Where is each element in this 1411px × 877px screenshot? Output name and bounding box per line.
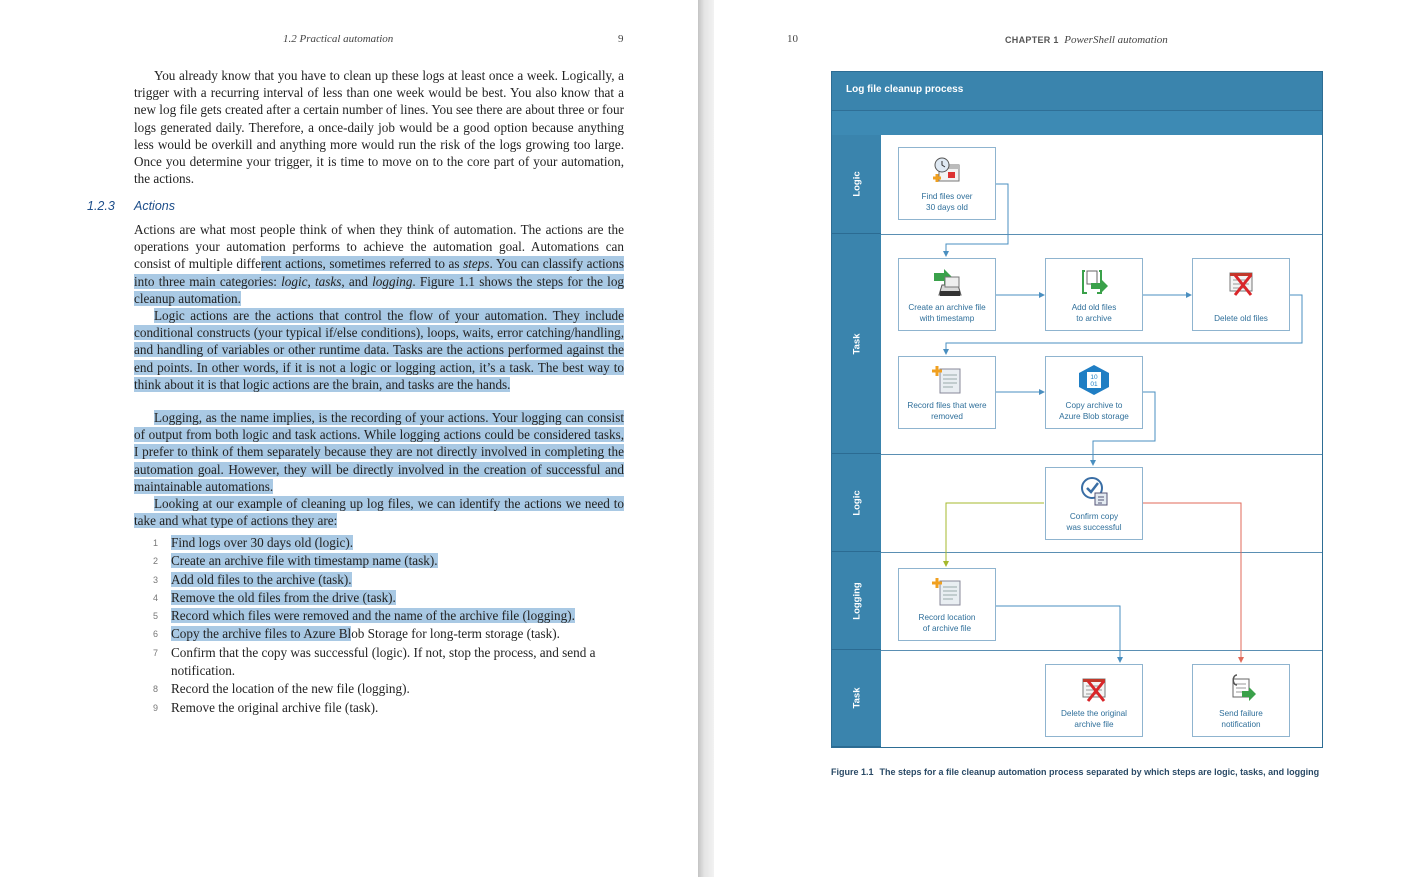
- log-record-icon: [928, 575, 966, 609]
- figure-caption-text: The steps for a file cleanup automation process separated by which steps are logic, tasks, and logging: [879, 767, 1320, 777]
- box-caption: [1046, 709, 1142, 730]
- box-find-files: [898, 147, 996, 220]
- step-number: 4: [153, 592, 159, 603]
- caption-line: Copy archive to: [1065, 401, 1123, 410]
- caption-line: 30 days old: [926, 202, 968, 212]
- caption-line: of archive file: [922, 623, 972, 633]
- step-text: Add old files to the archive (task).: [171, 571, 352, 587]
- para2-and: , and: [341, 273, 373, 289]
- caption-line: Delete old files: [1214, 313, 1268, 323]
- section-title: Actions: [134, 199, 175, 213]
- caption-line: with timestamp: [919, 313, 975, 323]
- list-item: [153, 699, 627, 717]
- list-item: [153, 589, 627, 607]
- step-number: 9: [153, 702, 159, 713]
- step-text: Remove the original archive file (task).: [171, 699, 379, 715]
- list-item: [153, 552, 627, 570]
- send-notification-icon: [1222, 671, 1260, 705]
- box-caption: [1046, 512, 1142, 533]
- box-delete-archive: [1045, 664, 1143, 737]
- box-confirm-copy: [1045, 467, 1143, 540]
- caption-line: Delete the original: [1061, 709, 1127, 718]
- box-delete-files: [1192, 258, 1290, 331]
- para5-text: Looking at our example of cleaning up log files, we can identify the actions we need to take and what type of actions they are:: [134, 496, 624, 529]
- caption-line: Send failure: [1219, 709, 1263, 718]
- para2-comma: ,: [307, 273, 316, 289]
- para3-text: Logic actions are the actions that control the flow of your automation. They include conditional constructs (your typical if/else conditions), loops, waits, error catching/handling, and handling of variables or other runtime data. Tasks are the actions performed against the end points. In other words, if it is not a logic or logging action, it’s a task. The best way to think about it is that logic actions are the brain, and tasks are the hands.: [134, 308, 624, 392]
- lane-label: Task: [851, 687, 862, 709]
- connector-confirm-failure: [1143, 503, 1241, 662]
- list-item: [153, 534, 627, 552]
- calendar-clock-icon: [928, 154, 966, 188]
- delete-archive-icon: [1075, 671, 1113, 705]
- box-create-archive: [898, 258, 996, 331]
- para2-steps-term: steps: [463, 256, 490, 272]
- paragraph-example: [134, 495, 624, 529]
- flow-diagram: [831, 71, 1323, 748]
- caption-line: Confirm copy: [1069, 512, 1119, 521]
- chapter-label: CHAPTER 1: [1005, 35, 1059, 45]
- para2-logging-term: logging: [372, 273, 413, 289]
- step-number: 3: [153, 574, 159, 585]
- step-text: Remove the old files from the drive (task).: [171, 589, 396, 605]
- step-text: Find logs over 30 days old (logic).: [171, 535, 354, 550]
- para4-text: Logging, as the name implies, is the recording of your actions. Your logging can consist of output from both logic and task actions. While logging actions could be considered tasks, I prefer to think of them separately because they are not directly involved in completing the automation goal. However, they will be directly involved in the creation of successful and maintainable automations.: [134, 410, 624, 494]
- caption-line: to archive: [1076, 313, 1112, 323]
- para2-text-c: . You can classify actions into three main categories:: [134, 256, 624, 289]
- list-item: [153, 607, 627, 625]
- step-text-highlighted: Copy the archive files to Azure Bl: [171, 626, 352, 642]
- lane-label: Logic: [851, 171, 862, 197]
- box-caption: [1193, 709, 1289, 730]
- step-text: Confirm that the copy was successful (logic). If not, stop the process, and send a notification.: [171, 644, 596, 679]
- action-steps-list: [153, 534, 627, 717]
- confirm-check-icon: [1075, 474, 1113, 508]
- section-number: 1.2.3: [87, 199, 115, 213]
- log-record-icon: [928, 363, 966, 397]
- para2-logic-term: logic: [281, 273, 308, 289]
- paragraph-logging: [134, 409, 624, 495]
- paragraph-intro: You already know that you have to clean up these logs at least once a week. Logically, a trigger with a recurring interval of less than one week would be best. You also know that a new log file gets created after a certain number of lines. You see there are about three or four logs generated daily. Therefore, a once-daily job would be a good option because anything less would be overkill and anything more would run the risk of the logs growing too large. Once you determine your trigger, it is time to move on to the core part of your automation, the actions.: [134, 68, 624, 187]
- step-number: 1: [153, 538, 159, 548]
- caption-line: Record files that were: [907, 401, 987, 410]
- box-add-files: [1045, 258, 1143, 331]
- box-caption: [1046, 401, 1142, 422]
- step-number: 6: [153, 629, 159, 640]
- left-page: [0, 0, 698, 877]
- add-to-archive-icon: [1075, 265, 1113, 299]
- figure-caption: [831, 766, 1331, 779]
- book-spine: [698, 0, 714, 877]
- caption-line: Record location: [918, 613, 976, 622]
- caption-line: Create an archive file: [908, 303, 986, 312]
- chapter-title: PowerShell automation: [1064, 34, 1168, 46]
- figure-number: Figure 1.1: [831, 767, 874, 777]
- paragraph-logic-actions: [134, 307, 624, 393]
- para2-text-b: rent actions, sometimes referred to as: [261, 256, 464, 272]
- connector-confirm-success: [946, 503, 1044, 566]
- page-number-right: 10: [787, 33, 798, 45]
- right-page: [714, 0, 1411, 877]
- azure-badge-top: 10: [1090, 374, 1098, 381]
- box-record-removed: [898, 356, 996, 429]
- step-number: 8: [153, 684, 159, 695]
- para2-text-d: . Figure 1.1 shows the steps for the log cleanup automation.: [134, 273, 625, 306]
- box-caption: [899, 303, 995, 324]
- lane-label: Logic: [851, 489, 862, 516]
- page-number-left: 9: [618, 33, 624, 45]
- azure-blob-icon: [1075, 363, 1113, 397]
- list-item: [153, 680, 627, 698]
- lane-label: Logging: [851, 581, 862, 620]
- caption-line: Azure Blob storage: [1059, 411, 1129, 421]
- step-number: 5: [153, 611, 159, 622]
- step-text: Record which files were removed and the name of the archive file (logging).: [171, 608, 575, 624]
- box-caption: [899, 192, 995, 213]
- paragraph-actions: [134, 221, 624, 307]
- caption-line: Add old files: [1071, 303, 1117, 312]
- para2-tasks-term: tasks: [315, 273, 342, 289]
- chapter-running-head: [1005, 34, 1168, 46]
- caption-line: archive file: [1074, 719, 1114, 729]
- list-item: [153, 644, 627, 681]
- step-number: 2: [153, 556, 159, 567]
- box-record-location: [898, 568, 996, 641]
- lane-label: Task: [851, 333, 862, 354]
- box-caption: [1046, 303, 1142, 324]
- step-text-rest: ob Storage for long-term storage (task).: [351, 626, 560, 642]
- box-send-failure: [1192, 664, 1290, 737]
- list-item: [153, 625, 627, 643]
- box-caption: [899, 401, 995, 422]
- caption-line: removed: [931, 411, 963, 421]
- azure-badge-bottom: 01: [1090, 381, 1098, 388]
- step-text: Create an archive file with timestamp name (task).: [171, 553, 438, 569]
- diagram-title: Log file cleanup process: [846, 84, 964, 95]
- caption-line: was successful: [1066, 522, 1122, 532]
- caption-line: Find files over: [921, 192, 973, 201]
- connector-location-to-delete-archive: [996, 606, 1120, 652]
- para2-part-a: Actions are what most people think of when they think of automation. The actions are the operations your automation performs to achieve the automation goal. Automations can consist of multiple diffe: [134, 222, 624, 272]
- caption-line: notification: [1221, 719, 1261, 729]
- list-item: [153, 571, 627, 589]
- delete-files-icon: [1222, 265, 1260, 299]
- box-caption: [1193, 314, 1289, 325]
- box-caption: [899, 613, 995, 634]
- step-text: Record the location of the new file (logging).: [171, 681, 410, 697]
- box-copy-azure: [1045, 356, 1143, 429]
- step-number: 7: [153, 647, 159, 658]
- archive-create-icon: [928, 265, 966, 299]
- running-head: 1.2 Practical automation: [283, 33, 394, 45]
